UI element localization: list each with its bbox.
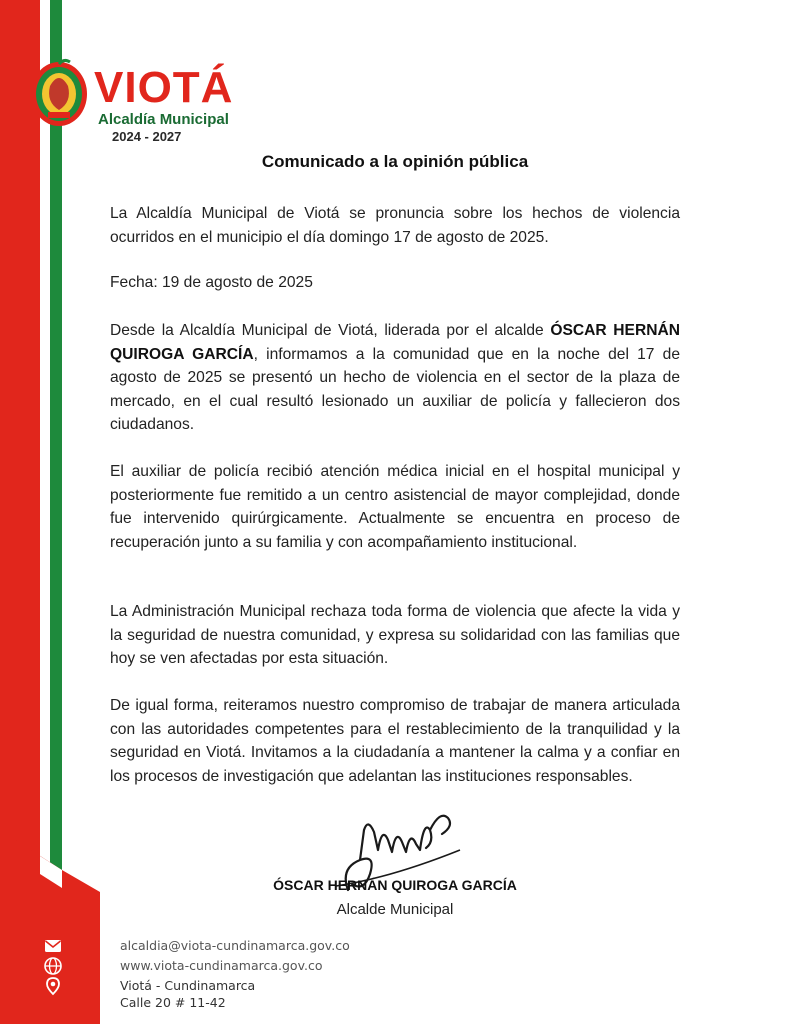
- footer-address: Calle 20 # 11-42: [120, 995, 226, 1010]
- logo-title: VIOTÁ: [94, 63, 234, 112]
- paragraph-1-text-start: Desde la Alcaldía Municipal de Viotá, liderada por el alcalde: [110, 322, 551, 339]
- signatory-name: ÓSCAR HERNÁN QUIROGA GARCÍA: [273, 877, 517, 893]
- paragraph-2: El auxiliar de policía recibió atención médica inicial en el hospital municipal y posteriormente fue remitido a un centro asistencial de mayor complejidad, donde fue intervenido quirúrgicamente. Actualmente se encuentra en proceso de recuperación junto a su familia y con acompañamiento institucional.: [110, 463, 680, 551]
- paragraph-3: La Administración Municipal rechaza toda forma de violencia que afecte la vida y la seguridad de nuestra comunidad, y expresa su solidaridad con las familias que hoy se ven afectadas por esta situación.: [110, 603, 680, 667]
- footer-email[interactable]: alcaldia@viota-cundinamarca.gov.co: [120, 938, 350, 953]
- footer-website[interactable]: www.viota-cundinamarca.gov.co: [120, 958, 323, 973]
- paragraph-1: [110, 319, 680, 437]
- email-icon: [43, 936, 63, 956]
- viota-emblem-icon: [28, 56, 90, 128]
- signatory-role: Alcalde Municipal: [336, 901, 454, 918]
- globe-icon: [43, 956, 63, 976]
- location-pin-icon: [43, 976, 63, 996]
- paragraph-1-text-end: , informamos a la comunidad que en la noche del 17 de agosto de 2025 se presentó un hecho de violencia en el sector de la plaza de mercado, en el cual resultó lesionado un auxiliar de policía y fallecieron dos ciudadanos.: [110, 345, 681, 433]
- document-title: Comunicado a la opinión pública: [261, 152, 529, 171]
- municipal-logo: [24, 48, 264, 148]
- mayor-name-bold: ÓSCAR HERNÁN QUIROGA GARCÍA: [110, 322, 680, 363]
- paragraph-4: De igual forma, reiteramos nuestro compromiso de trabajar de manera articulada con las autoridades competentes para el restablecimiento de la tranquilidad y la seguridad en Viotá. Invitamos a la ciudadanía a mantener la calma y a confiar en los procesos de investigación que adelantan las instituciones responsables.: [110, 697, 680, 785]
- footer-city: Viotá - Cundinamarca: [120, 978, 256, 993]
- logo-subtitle: Alcaldía Municipal: [98, 111, 229, 128]
- date-line: Fecha: 19 de agosto de 2025: [110, 274, 313, 291]
- intro-paragraph: La Alcaldía Municipal de Viotá se pronuncia sobre los hechos de violencia ocurridos en el municipio el día domingo 17 de agosto de 2025.: [110, 205, 680, 246]
- logo-years: 2024 - 2027: [112, 129, 182, 144]
